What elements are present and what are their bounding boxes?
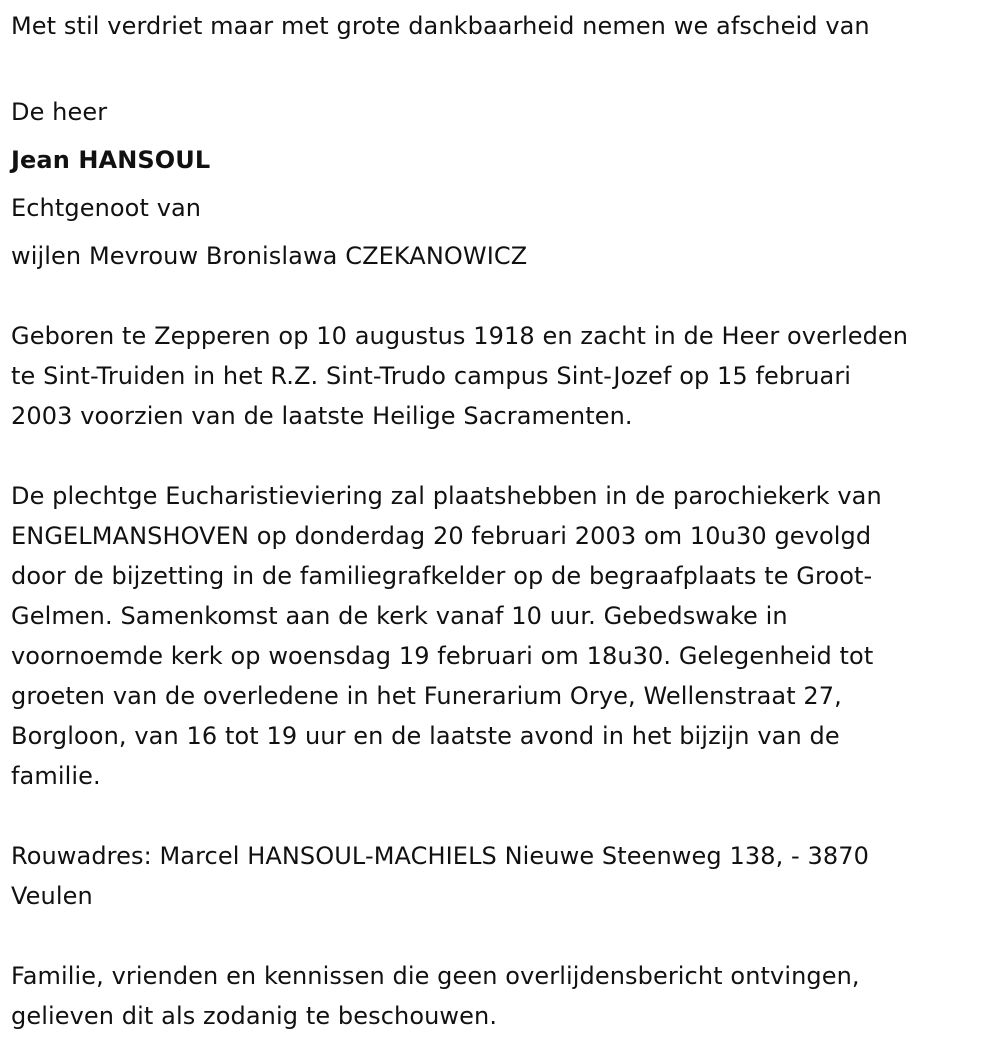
spacer <box>11 46 989 86</box>
paragraph-line: Familie, vrienden en kennissen die geen overlijdensbericht ontvingen, <box>11 962 860 990</box>
paragraph-line: Borgloon, van 16 tot 19 uur en de laatste avond in het bijzijn van de <box>11 722 840 750</box>
paragraph-line: Rouwadres: Marcel HANSOUL-MACHIELS Nieuwe Steenweg 138, - 3870 <box>11 842 870 870</box>
paragraph-line: Gelmen. Samenkomst aan de kerk vanaf 10 uur. Gebedswake in <box>11 602 788 630</box>
paragraph-line: Geboren te Zepperen op 10 augustus 1918 en zacht in de Heer overleden <box>11 322 909 350</box>
paragraph-line: 2003 voorzien van de laatste Heilige Sacramenten. <box>11 402 633 430</box>
spouse-label: Echtgenoot van <box>11 194 202 222</box>
spouse-name: wijlen Mevrouw Bronislawa CZEKANOWICZ <box>11 242 528 270</box>
birth-death-paragraph <box>11 316 989 436</box>
paragraph-line: groeten van de overledene in het Funerarium Orye, Wellenstraat 27, <box>11 682 842 710</box>
paragraph-line: door de bijzetting in de familiegrafkelder op de begraafplaats te Groot- <box>11 562 873 590</box>
spacer <box>11 796 989 836</box>
ceremony-paragraph <box>11 476 989 796</box>
paragraph-line: gelieven dit als zodanig te beschouwen. <box>11 1002 498 1030</box>
intro-text: Met stil verdriet maar met grote dankbaarheid nemen we afscheid van <box>11 12 870 40</box>
paragraph-line: De plechtge Eucharistieviering zal plaatshebben in de parochiekerk van <box>11 482 882 510</box>
paragraph-line: Veulen <box>11 882 93 910</box>
honorific-title: De heer <box>11 98 108 126</box>
deceased-name: Jean HANSOUL <box>11 146 211 174</box>
paragraph-line: ENGELMANSHOVEN op donderdag 20 februari 2003 om 10u30 gevolgd <box>11 522 872 550</box>
closing-paragraph <box>11 956 989 1036</box>
paragraph-line: familie. <box>11 762 101 790</box>
mourning-address-paragraph <box>11 836 989 916</box>
spacer <box>11 916 989 956</box>
paragraph-line: voornoemde kerk op woensdag 19 februari om 18u30. Gelegenheid tot <box>11 642 874 670</box>
paragraph-line: te Sint-Truiden in het R.Z. Sint-Trudo campus Sint-Jozef op 15 februari <box>11 362 852 390</box>
spacer <box>11 436 989 476</box>
spacer <box>11 276 989 316</box>
